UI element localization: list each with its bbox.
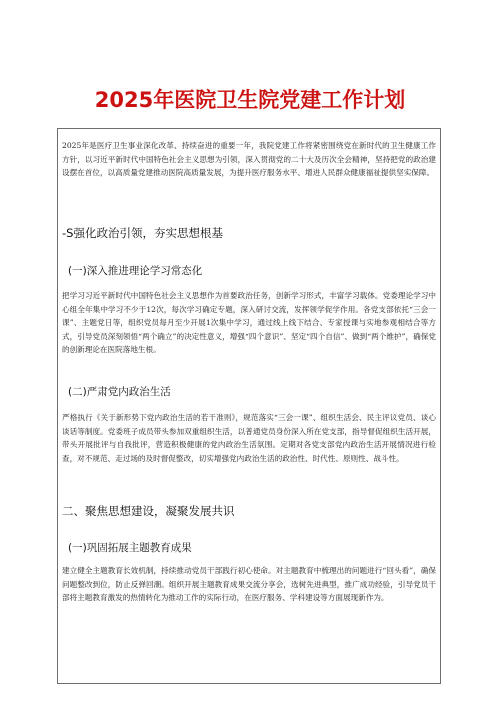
section-1-2-heading: (二)严肃党内政治生活 bbox=[68, 386, 171, 398]
section-2-1-heading-wrap bbox=[62, 541, 436, 556]
section-1-heading-wrap bbox=[62, 225, 436, 241]
section-2-heading: 二、聚焦思想建设，凝聚发展共识 bbox=[62, 504, 235, 518]
section-1-1-body bbox=[62, 289, 436, 357]
content-box bbox=[57, 128, 441, 684]
page-title: 2025年医院卫生院党建工作计划 bbox=[94, 88, 406, 112]
section-1-1-heading: (一)深入推进理论学习常态化 bbox=[68, 265, 203, 277]
section-2-1-paragraph: 建立健全主题教育长效机制，持续推动党员干部践行初心使命。对主题教育中梳理出的问题进行“回头看”，确保问题整改到位，防止反弹回潮。组织开展主题教育成果交流分享会，选树先进典型，推广成功经验，引导党员干部将主题教育激发的热情转化为推动工作的实际行动，在医疗服务、学科建设等方面展现新作为。 bbox=[62, 566, 436, 603]
section-1-2-paragraph: 严格执行《关于新形势下党内政治生活的若干准则》，规范落实“三会一课”、组织生活会、民主评议党员、谈心谈话等制度。党委班子成员带头参加双重组织生活，以普通党员身份深入所在党支部，指导督促组织生活开展，带头开展批评与自我批评，营造积极健康的党内政治生活氛围。定期对各党支部党内政治生活开展情况进行检查，对不规范、走过场的及时督促整改，切实增强党内政治生活的政治性、时代性、原则性、战斗性。 bbox=[62, 413, 436, 463]
section-2-1-heading: (一)巩固拓展主题教育成果 bbox=[68, 542, 192, 554]
section-1-2-heading-wrap bbox=[62, 385, 436, 400]
section-1-1-paragraph: 把学习习近平新时代中国特色社会主义思想作为首要政治任务，创新学习形式，丰富学习载体。党委理论学习中心组全年集中学习不少于12次，每次学习确定专题，深入研讨交流，发挥领学促学作用。各党支部依托“三会一课”、主题党日等，组织党员每月至少开展1次集中学习，通过线上线下结合、专家授课与实地参观相结合等方式，引导党员深刻领悟“两个确立”的决定性意义，增强“四个意识”、坚定“四个自信”、做到“两个维护”，确保党的创新理论在医院落地生根。 bbox=[62, 291, 436, 355]
section-1-heading: -S强化政治引领，夯实思想根基 bbox=[62, 226, 223, 240]
intro-paragraph: 2025年是医疗卫生事业深化改革、持续奋进的重要一年，我院党建工作将紧密围绕党在新时代的卫生健康工作方针，以习近平新时代中国特色社会主义思想为引领，深入贯彻党的二十大及历次全会精神，坚持把党的政治建设摆在首位，以高质量党建推动医院高质量发展，为提升医疗服务水平、增进人民群众健康福祉提供坚实保障。 bbox=[62, 141, 436, 178]
section-2-1-body bbox=[62, 564, 436, 605]
intro-section bbox=[62, 139, 436, 180]
section-2-heading-wrap bbox=[62, 503, 436, 519]
section-1-1-heading-wrap bbox=[62, 264, 436, 279]
section-1-2-body bbox=[62, 411, 436, 465]
